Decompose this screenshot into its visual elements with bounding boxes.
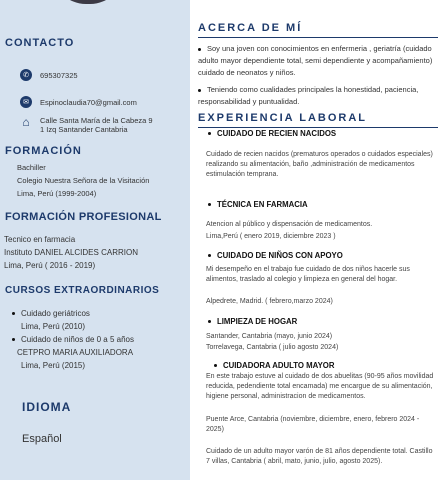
- job-title: TÉCNICA EN FARMACIA: [208, 200, 308, 209]
- job-description: Cuidado de un adulto mayor varón de 81 años dependiente total. Castillo 7 villas, Cantabria ( abril, mato, junio, julio, agosto 2025).: [206, 448, 433, 465]
- bullet-icon: [208, 254, 211, 257]
- language-value: Español: [22, 433, 62, 445]
- course-location: Lima, Perú (2010): [21, 322, 86, 331]
- bullet-icon: [198, 89, 201, 92]
- phone-row: [20, 69, 78, 81]
- job-description: Atencion al público y dispensación de medicamentos.: [206, 221, 373, 228]
- bullet-icon: [208, 132, 211, 135]
- about-paragraph-1: Soy una joven con conocimientos en enfermeria , geriatría (cuidado adulto mayor dependiente total, semi dependiente y acompañamiento) cuidado de neonatos y niños.: [198, 44, 433, 77]
- job-location: Alpedrete, Madrid. ( febrero,marzo 2024): [206, 298, 333, 305]
- job-location: Torrelavega, Cantabria ( julio agosto 2024): [206, 344, 339, 351]
- course-item: Cuidado de niños de 0 a 5 años: [12, 333, 134, 346]
- bullet-icon: [12, 338, 15, 341]
- education-heading: FORMACIÓN: [5, 145, 82, 157]
- email-address[interactable]: Espinoclaudia70@gmail.com: [40, 98, 137, 107]
- bullet-icon: [208, 320, 211, 323]
- about-heading: ACERCA DE MÍ: [198, 22, 303, 34]
- job-description: Mi desempeño en el trabajo fue cuidado de dos niños hacerle sus alimentos, traslado al colegio y limpieza en general del hogar.: [206, 266, 410, 283]
- job-title: CUIDADO DE NIÑOS CON APOYO: [208, 251, 343, 260]
- home-icon: ⌂: [22, 115, 30, 129]
- job-title: CUIDADO DE RECIEN NACIDOS: [208, 129, 336, 138]
- training-line: Tecnico en farmacia: [4, 235, 76, 244]
- job-title: LIMPIEZA DE HOGAR: [208, 317, 297, 326]
- course-item: Cuidado geriátricos: [12, 307, 134, 320]
- training-line: Lima, Perú ( 2016 - 2019): [4, 261, 96, 270]
- about-paragraph-2: Teniendo como cualidades principales la honestidad, paciencia, responsabilidad y puntualidad.: [198, 85, 419, 106]
- education-details: [17, 161, 149, 200]
- education-line: Lima, Perú (1999-2004): [17, 189, 97, 198]
- email-icon: ✉: [20, 96, 32, 108]
- job-location: Lima,Perú ( enero 2019, diciembre 2023 ): [206, 233, 336, 240]
- education-line: Bachiller: [17, 163, 46, 172]
- job-location: Puente Arce, Cantabria (noviembre, diciembre, enero, febrero 2024 - 2025): [206, 416, 420, 433]
- job-location: Santander, Cantabria (mayo, junio 2024): [206, 333, 333, 340]
- experience-heading: EXPERIENCIA LABORAL: [198, 112, 367, 124]
- job-description: En este trabajo estuve al cuidado de dos abuelitas (90-95 años movilidad reducida, pedendiente total encamada) me encargue de su alimentación, higiene personal, administracion de medicamentos.: [206, 373, 434, 400]
- bullet-icon: [208, 203, 211, 206]
- language-heading: IDIOMA: [22, 400, 72, 414]
- job-title: CUIDADORA ADULTO MAYOR: [214, 361, 334, 370]
- address-line2: 1 Izq Santander Cantabria: [40, 125, 128, 134]
- job-description: Cuidado de recien nacidos (prematuros operados o cuidados especiales) realizando su alimentación, baño ,administración de medicamentos estimulación temprana.: [206, 151, 433, 178]
- address-row: [20, 116, 153, 134]
- courses-list: [12, 307, 134, 372]
- course-organization: CETPRO MARIA AUXILIADORA: [17, 348, 134, 357]
- main-content: [190, 0, 445, 480]
- email-row: [20, 96, 137, 108]
- phone-icon: ✆: [20, 69, 32, 81]
- education-line: Colegio Nuestra Señora de la Visitación: [17, 176, 150, 185]
- experience-divider: [198, 127, 438, 128]
- contact-heading: CONTACTO: [5, 37, 75, 49]
- training-line: Instituto DANIEL ALCIDES CARRION: [4, 248, 138, 257]
- courses-heading: CURSOS EXTRAORDINARIOS: [5, 285, 160, 296]
- profile-photo: [52, 0, 124, 4]
- bullet-icon: [198, 48, 201, 51]
- about-divider: [198, 37, 438, 38]
- course-location: Lima, Perú (2015): [21, 361, 86, 370]
- professional-training-heading: FORMACIÓN PROFESIONAL: [5, 211, 162, 223]
- address-line1: Calle Santa María de la Cabeza 9: [40, 116, 153, 125]
- bullet-icon: [214, 364, 217, 367]
- bullet-icon: [12, 312, 15, 315]
- phone-number: 695307325: [40, 71, 78, 80]
- sidebar: [0, 0, 190, 480]
- professional-training-details: [4, 233, 138, 272]
